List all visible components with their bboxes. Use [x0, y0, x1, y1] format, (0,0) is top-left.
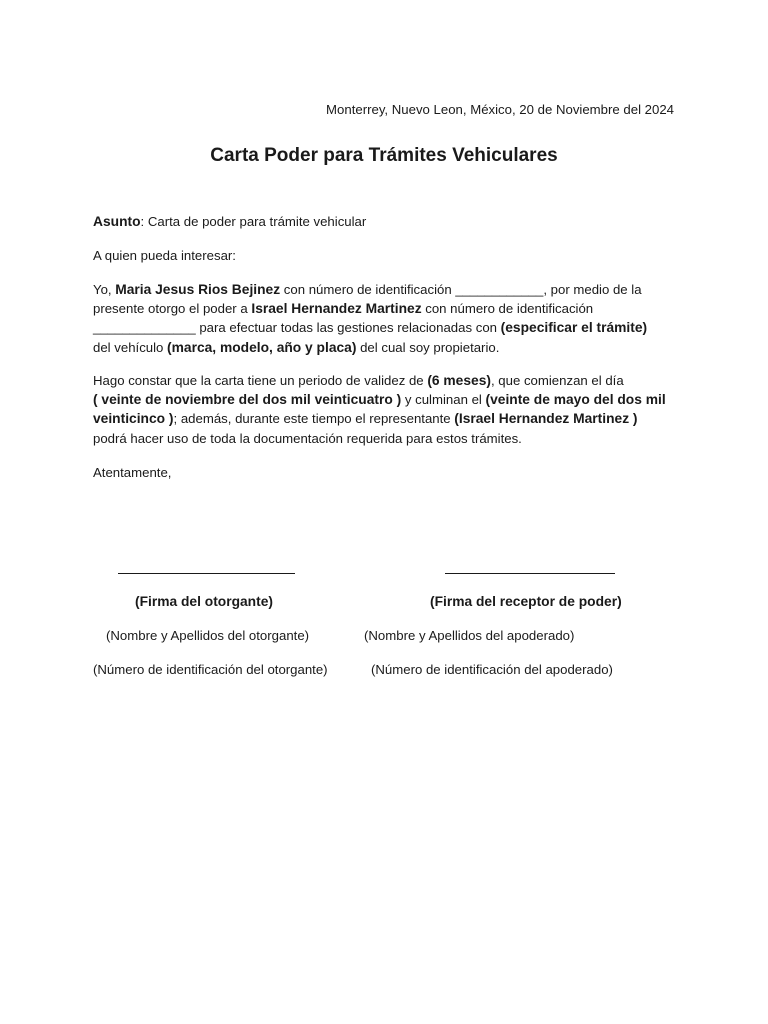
paragraph-line	[93, 280, 683, 299]
closing: Atentamente,	[93, 465, 172, 480]
text-run: Hago constar que la carta tiene un periodo de validez de	[93, 373, 428, 388]
validity-period: (6 meses)	[427, 373, 491, 388]
representative-name: (Israel Hernandez Martinez )	[454, 411, 638, 427]
paragraph-line	[93, 318, 683, 337]
text-run: con número de identificación ____________, por medio de la	[280, 282, 642, 297]
signature-line-grantor	[118, 573, 295, 574]
text-run: ______________ para efectuar todas las gestiones relacionadas con	[93, 320, 501, 336]
paragraph-line	[93, 409, 683, 428]
subject-text: : Carta de poder para trámite vehicular	[140, 214, 367, 229]
text-run: y culminan el	[401, 392, 486, 408]
signature-title-grantor: (Firma del otorgante)	[135, 594, 273, 609]
paragraph-validity	[93, 371, 683, 448]
paragraph-line	[93, 429, 683, 448]
text-run: presente otorgo el poder a	[93, 301, 252, 317]
greeting: A quien pueda interesar:	[93, 248, 236, 263]
text-run: podrá hacer uso de toda la documentación requerida para estos trámites.	[93, 430, 522, 446]
vehicle-placeholder: (marca, modelo, año y placa)	[167, 339, 357, 355]
procedure-placeholder: (especificar el trámite)	[500, 320, 648, 336]
text-run: con número de identificación	[421, 301, 594, 317]
text-run: , que comienzan el día	[490, 373, 624, 388]
text-run: ; además, durante este tiempo el representante	[173, 411, 455, 427]
start-date: ( veinte de noviembre del dos mil veinticuatro )	[93, 392, 402, 408]
end-date: veinticinco )	[93, 411, 174, 427]
text-run: del cual soy propietario.	[356, 339, 500, 355]
subject-line	[93, 212, 683, 231]
document-title: Carta Poder para Trámites Vehiculares	[210, 145, 558, 166]
text-run: del vehículo	[93, 339, 168, 355]
grantor-name-caption: (Nombre y Apellidos del otorgante)	[106, 628, 310, 643]
grantee-name: Israel Hernandez Martinez	[251, 301, 422, 317]
grantee-id-caption: (Número de identificación del apoderado)	[371, 662, 613, 677]
subject-label: Asunto	[93, 214, 141, 229]
paragraph-line	[93, 390, 683, 409]
end-date: (veinte de mayo del dos mil	[485, 392, 666, 408]
paragraph-grant	[93, 280, 683, 357]
signature-title-grantee: (Firma del receptor de poder)	[430, 594, 622, 609]
grantor-name: Maria Jesus Rios Bejinez	[115, 282, 281, 297]
paragraph-line	[93, 338, 683, 357]
date-line: Monterrey, Nuevo Leon, México, 20 de Noviembre del 2024	[326, 102, 674, 117]
grantee-name-caption: (Nombre y Apellidos del apoderado)	[364, 628, 575, 643]
paragraph-line	[93, 371, 683, 390]
text-run: Yo,	[93, 282, 116, 297]
paragraph-line	[93, 299, 683, 318]
signature-line-grantee	[445, 573, 615, 574]
grantor-id-caption: (Número de identificación del otorgante)	[93, 662, 328, 677]
